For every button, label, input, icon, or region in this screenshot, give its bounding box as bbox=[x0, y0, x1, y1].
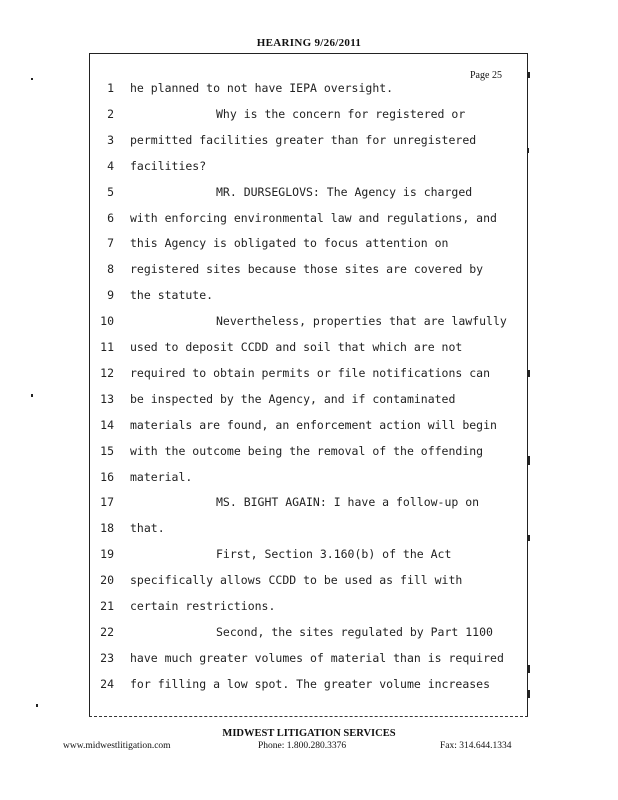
line-number: 1 bbox=[107, 81, 114, 95]
scan-mark bbox=[527, 148, 529, 153]
scan-mark bbox=[527, 690, 530, 698]
line-number: 18 bbox=[100, 521, 114, 536]
line-text: facilities? bbox=[130, 158, 207, 173]
line-number: 2 bbox=[107, 106, 114, 121]
scan-mark bbox=[527, 72, 530, 78]
line-number: 16 bbox=[100, 469, 114, 484]
transcript-line bbox=[0, 107, 618, 127]
line-number: 4 bbox=[107, 158, 114, 173]
line-text: Why is the concern for registered or bbox=[216, 106, 466, 121]
transcript-line bbox=[0, 625, 618, 645]
line-text: specifically allows CCDD to be used as fill with bbox=[130, 573, 463, 588]
transcript-line bbox=[0, 418, 618, 438]
line-text: with enforcing environmental law and regulations, and bbox=[130, 210, 497, 225]
transcript-line bbox=[0, 288, 618, 308]
line-text: MS. BIGHT AGAIN: I have a follow-up on bbox=[216, 495, 480, 510]
footer-website: www.midwestlitigation.com bbox=[63, 741, 171, 751]
transcript-line bbox=[0, 81, 618, 101]
footer-phone: Phone: 1.800.280.3376 bbox=[258, 741, 347, 751]
line-text: First, Section 3.160(b) of the Act bbox=[216, 547, 452, 562]
line-text: that. bbox=[130, 521, 165, 536]
line-number: 22 bbox=[100, 624, 114, 639]
line-number: 13 bbox=[100, 391, 114, 406]
line-text: material. bbox=[130, 469, 193, 484]
transcript-line bbox=[0, 133, 618, 153]
line-number: 7 bbox=[107, 236, 114, 251]
line-text: registered sites because those sites are covered by bbox=[130, 262, 484, 277]
line-text: MR. DURSEGLOVS: The Agency is charged bbox=[216, 184, 473, 199]
line-number: 9 bbox=[107, 288, 114, 303]
transcript-line bbox=[0, 444, 618, 464]
transcript-line bbox=[0, 599, 618, 619]
line-number: 3 bbox=[107, 132, 114, 147]
scan-speck bbox=[31, 394, 33, 397]
line-number: 5 bbox=[107, 184, 114, 199]
scan-mark bbox=[527, 665, 530, 673]
page-number: Page 25 bbox=[470, 70, 502, 81]
transcript-line bbox=[0, 159, 618, 179]
line-number: 17 bbox=[100, 495, 114, 510]
line-text: be inspected by the Agency, and if contaminated bbox=[130, 391, 456, 406]
line-text: used to deposit CCDD and soil that which are not bbox=[130, 340, 463, 354]
scan-mark bbox=[527, 456, 530, 465]
line-number: 21 bbox=[100, 599, 114, 613]
footer-fax: Fax: 314.644.1334 bbox=[440, 741, 512, 751]
transcript-line bbox=[0, 236, 618, 256]
transcript-line bbox=[0, 470, 618, 490]
line-number: 24 bbox=[100, 676, 114, 691]
transcript-line bbox=[0, 651, 618, 671]
line-number: 11 bbox=[100, 340, 114, 354]
scan-speck bbox=[31, 78, 33, 80]
transcript-line bbox=[0, 547, 618, 567]
footer-contact bbox=[0, 741, 618, 755]
footer-company: MIDWEST LITIGATION SERVICES bbox=[222, 728, 396, 739]
transcript-line bbox=[0, 185, 618, 205]
line-number: 20 bbox=[100, 573, 114, 588]
line-text: materials are found, an enforcement action will begin bbox=[130, 417, 497, 432]
transcript-line bbox=[0, 262, 618, 282]
scan-mark bbox=[527, 535, 530, 541]
scan-speck bbox=[36, 704, 38, 707]
line-text: required to obtain permits or file notifications can bbox=[130, 365, 491, 380]
line-text: Nevertheless, properties that are lawfully bbox=[216, 314, 507, 329]
line-number: 23 bbox=[100, 650, 114, 665]
line-number: 15 bbox=[100, 443, 114, 458]
line-text: he planned to not have IEPA oversight. bbox=[130, 81, 394, 95]
transcript-line bbox=[0, 366, 618, 386]
line-text: have much greater volumes of material than is required bbox=[130, 650, 504, 665]
line-number: 19 bbox=[100, 547, 114, 562]
transcript-line bbox=[0, 573, 618, 593]
line-text: Second, the sites regulated by Part 1100 bbox=[216, 624, 493, 639]
line-text: permitted facilities greater than for unregistered bbox=[130, 132, 477, 147]
line-text: with the outcome being the removal of the offending bbox=[130, 443, 484, 458]
line-text: the statute. bbox=[130, 288, 214, 303]
line-text: for filling a low spot. The greater volume increases bbox=[130, 676, 491, 691]
line-number: 14 bbox=[100, 417, 114, 432]
line-number: 12 bbox=[100, 365, 114, 380]
bottom-rule bbox=[89, 716, 528, 717]
transcript-line bbox=[0, 392, 618, 412]
scan-mark bbox=[527, 370, 530, 377]
transcript-line bbox=[0, 677, 618, 697]
transcript-line bbox=[0, 521, 618, 541]
line-number: 6 bbox=[107, 210, 114, 225]
line-number: 10 bbox=[100, 314, 114, 329]
transcript-line bbox=[0, 314, 618, 334]
transcript-line bbox=[0, 340, 618, 360]
line-number: 8 bbox=[107, 262, 114, 277]
transcript-line bbox=[0, 495, 618, 515]
transcript-line bbox=[0, 211, 618, 231]
line-text: this Agency is obligated to focus attention on bbox=[130, 236, 449, 251]
document-header: HEARING 9/26/2011 bbox=[256, 37, 362, 49]
line-text: certain restrictions. bbox=[130, 599, 276, 613]
